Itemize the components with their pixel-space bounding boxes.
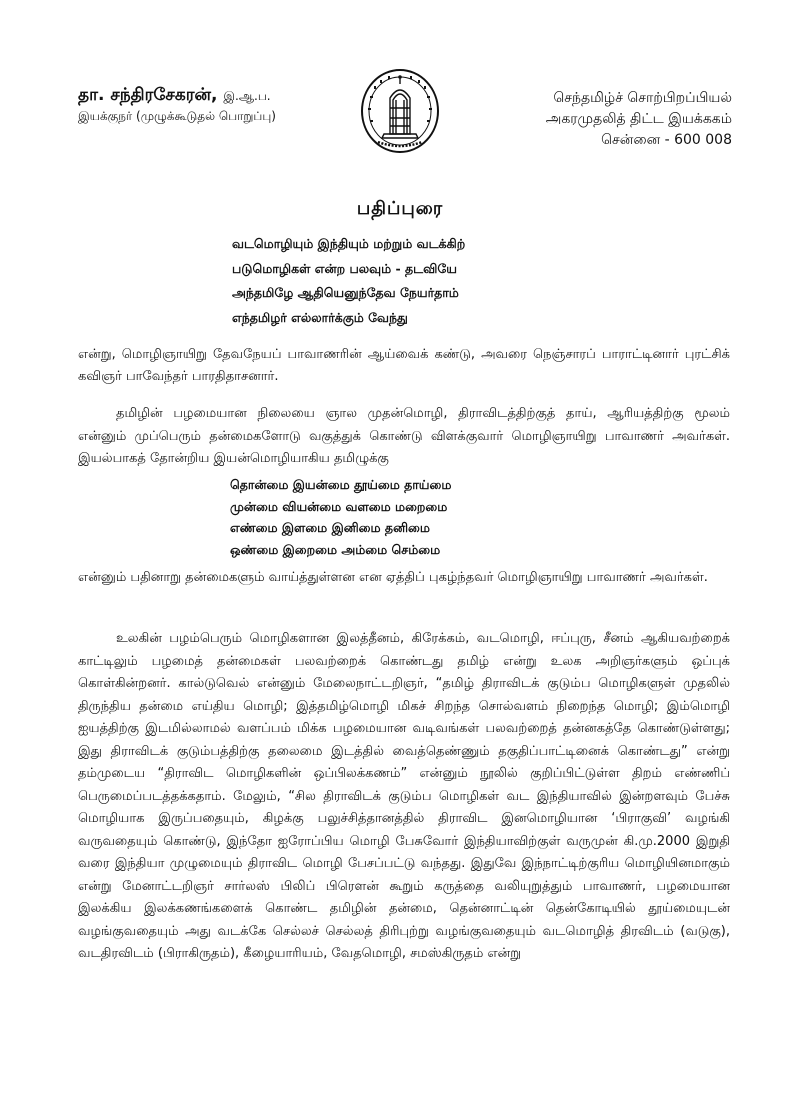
verse-line: அந்தமிழே ஆதியெனுந்தேவ நேயர்தாம் <box>232 285 459 300</box>
author-name: தா. சந்திரசேகரன், <box>78 85 218 105</box>
verse-line: தொன்மை இயன்மை தூய்மை தாய்மை <box>230 477 452 492</box>
author-designation: இயக்குநர் (முழுக்கூடுதல் பொறுப்பு) <box>78 109 276 123</box>
paragraph-text: என்னும் பதினாறு தன்மைகளும் வாய்த்துள்ளன என ஏத்திப் புகழ்ந்தவர் மொழிஞாயிறு பாவாணர் அவர்கள். <box>78 570 708 585</box>
verse-line: படுமொழிகள் என்ற பலவும் - தடவியே <box>232 260 457 276</box>
org-line-3: சென்னை - 600 008 <box>601 132 732 148</box>
verse-line: ஒண்மை இறைமை அம்மை செம்மை <box>230 541 441 557</box>
verse-line: வடமொழியும் இந்தியும் மற்றும் வடக்கிற் <box>232 236 466 251</box>
paragraph-2 <box>78 403 730 471</box>
paragraph-text: என்று, மொழிஞாயிறு தேவநேயப் பாவாணரின் ஆய்வைக் கண்டு, அவரை நெஞ்சாரப் பாராட்டினார் புரட்சிக் கவிஞர் பாவேந்தர் பாரதிதாசனார். <box>78 347 730 384</box>
verse-line: எண்மை இளமை இனிமை தனிமை <box>230 520 430 535</box>
paragraph-4 <box>78 628 730 966</box>
paragraph-text: தமிழின் பழமையான நிலையை ஞால முதன்மொழி, திராவிடத்திற்குத் தாய், ஆரியத்திற்கு மூலம் என்னும் முப்பெரும் தன்மைகளோடு வகுத்துக் கொண்டு விளக்குவார் மொழிஞாயிறு பாவாணர் அவர்கள். இயல்பாகத் தோன்றிய இயன்மொழியாகிய தமிழுக்கு <box>78 406 730 466</box>
verse-quote-2 <box>230 474 451 560</box>
paragraph-3 <box>78 567 730 589</box>
state-emblem <box>360 68 440 154</box>
verse-line: முன்மை வியன்மை வளமை மறைமை <box>230 498 448 514</box>
org-line-2: அகரமுதலித் திட்ட இயக்ககம் <box>545 111 732 127</box>
verse-quote-1 <box>232 232 465 330</box>
author-degree: இ.ஆ.ப. <box>223 89 271 103</box>
page-title: பதிப்புரை <box>356 198 444 219</box>
verse-line: எந்தமிழர் எல்லார்க்கும் வேந்து <box>232 309 408 325</box>
author-name-line <box>78 84 368 107</box>
organisation-address <box>470 88 732 151</box>
org-line-1: செந்தமிழ்ச் சொற்பிறப்பியல் <box>553 90 732 106</box>
paragraph-1 <box>78 344 730 388</box>
paragraph-text: உலகின் பழம்பெரும் மொழிகளான இலத்தீனம், கிரேக்கம், வடமொழி, ஈப்புரு, சீனம் ஆகியவற்றைக் காட்டிலும் பழமைத் தன்மைகள் பலவற்றைக் கொண்டது தமிழ் என்று உலக அறிஞர்களும் ஒப்புக் கொள்கின்றனர். கால்டுவெல் என்னும் மேலைநாட்டறிஞர், “தமிழ் திராவிடக் குடும்ப மொழிகளுள் முதலில் திருந்திய தன்மை எய்திய மொழி; இத்தமிழ்மொழி மிகச் சிறந்த சொல்வளம் நிறைந்த மொழி; இம்மொழி ஐயத்திற்கு இடமில்லாமல் வளப்பம் மிக்க பழமையான வடிவங்கள் பலவற்றைத் தன்னகத்தே கொண்டுள்ளது; இது திராவிடக் குடும்பத்திற்கு தலைமை இடத்தில் வைத்தெண்ணும் தகுதிப்பாட்டினைக் கொண்டது” என்று தம்முடைய “திராவிட மொழிகளின் ஒப்பிலக்கணம்” என்னும் நூலில் குறிப்பிட்டுள்ள திறம் எண்ணிப் பெருமைப்படத்தக்கதாம். மேலும், “சில திராவிடக் குடும்ப மொழிகள் வட இந்தியாவில் இன்றளவும் பேச்சு மொழியாக இருப்பதையும், கிழக்கு பலுச்சித்தானத்தில் திராவிட இனமொழியான ‘பிராகுவி’ வழங்கி வருவதையும் கொண்டு, இந்தோ ஐரோப்பிய மொழி பேசுவோர் இந்தியாவிற்குள் வருமுன் கி.மு.2000 இறுதி வரை இந்தியா முழுமையும் திராவிட மொழி பேசப்பட்டு வந்தது. இதுவே இந்நாட்டிற்குரிய மொழியினமாகும் என்று மேனாட்டறிஞர் சார்லஸ் பிலிப் பிரௌன் கூறும் கருத்தை வலியுறுத்தும் பாவாணர், பழமையான இலக்கிய இலக்கணங்களைக் கொண்ட தமிழின் தன்மை, தென்னாட்டின் தென்கோடியில் தூய்மையுடன் வழங்குவதையும் அது வடக்கே செல்லச் செல்லத் திரிபுற்று வழங்குவதையும் வடமொழித் திரவிடம் (வடுகு), வடதிரவிடம் (பிராகிருதம்), கீழையாரியம், வேதமொழி, சமஸ்கிருதம் என்று <box>78 631 730 961</box>
author-block <box>78 84 368 125</box>
